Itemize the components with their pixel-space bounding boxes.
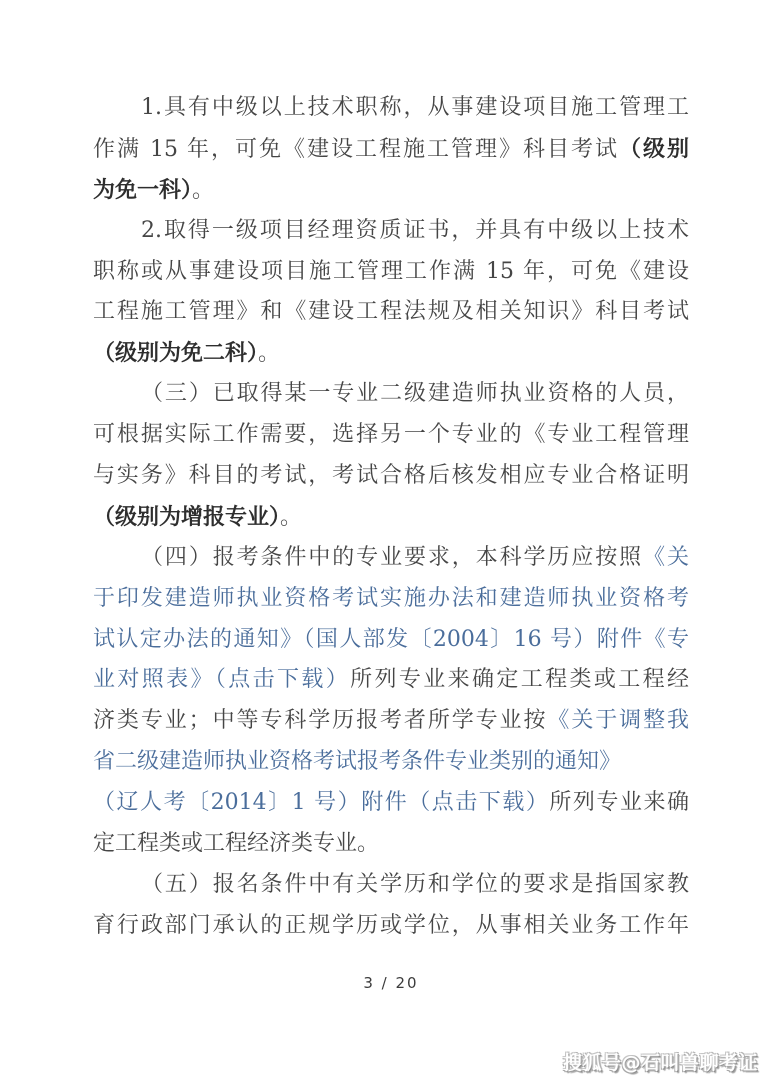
text-line	[93, 374, 689, 415]
text-line	[93, 579, 689, 620]
text-segment: （级别	[618, 135, 689, 162]
text-line	[93, 906, 689, 947]
text-line	[93, 538, 689, 579]
text-segment: 所列专业来确	[549, 790, 689, 816]
text-line	[93, 88, 689, 129]
text-line	[93, 129, 689, 170]
text-segment: （级别为增报专业）	[93, 503, 281, 530]
text-segment: （四）报考条件中的专业要求，本科学历应按照	[141, 544, 644, 570]
link-text[interactable]: 《关于调整我	[547, 708, 689, 734]
text-line	[93, 333, 689, 374]
text-line	[93, 211, 689, 252]
link-text[interactable]: 省二级建造师执业资格考试报考条件专业类别的通知》	[93, 749, 622, 775]
text-line	[93, 170, 689, 211]
text-segment: 作满 15 年，可免《建设工程施工管理》科目考试	[93, 136, 619, 162]
text-segment: （三）已取得某一专业二级建造师执业资格的人员，	[141, 381, 689, 407]
text-line	[93, 292, 689, 333]
text-segment: 可根据实际工作需要，选择另一个专业的《专业工程管理	[93, 422, 689, 448]
text-line	[93, 783, 689, 824]
text-line	[93, 415, 689, 456]
text-line	[93, 497, 689, 538]
text-line	[93, 660, 689, 701]
text-segment: 与实务》科目的考试，考试合格后核发相应专业合格证明	[93, 463, 689, 489]
text-line	[93, 865, 689, 906]
text-segment: 。	[192, 177, 215, 203]
text-segment: 为免一科）	[93, 176, 193, 203]
text-line	[93, 701, 689, 742]
text-segment: 定工程类或工程经济类专业。	[93, 831, 380, 857]
link-text[interactable]: 于印发建造师执业资格考试实施办法和建造师执业资格考	[93, 585, 689, 611]
text-segment: 。	[280, 504, 303, 530]
text-line	[93, 824, 689, 865]
link-text[interactable]: 业对照表》（点击下载）	[93, 667, 351, 693]
text-line	[93, 252, 689, 293]
text-segment: 工程施工管理》和《建设工程法规及相关知识》科目考试	[93, 299, 689, 325]
text-line	[93, 742, 689, 783]
page-number-indicator: 3 / 20	[363, 974, 419, 992]
text-segment: 济类专业；中等专科学历报考者所学专业按	[93, 708, 548, 734]
text-segment: 所列专业来确定工程类或工程经	[350, 667, 689, 693]
text-line	[93, 620, 689, 661]
sohu-watermark: 搜狐号@石叫兽聊考证	[562, 1052, 758, 1074]
text-segment: （级别为免二科）	[93, 340, 259, 367]
text-segment: 育行政部门承认的正规学历或学位，从事相关业务工作年	[93, 912, 689, 938]
text-segment: 职称或从事建设项目施工管理工作满 15 年，可免《建设	[93, 258, 689, 284]
text-segment: 1.具有中级以上技术职称，从事建设项目施工管理工	[141, 95, 689, 120]
link-text[interactable]: 试认定办法的通知》（国人部发〔2004〕16 号）附件《专	[93, 626, 689, 652]
link-text[interactable]: （辽人考〔2014〕1 号）附件（点击下载）	[93, 790, 550, 816]
link-text[interactable]: 《关	[643, 544, 689, 570]
text-segment: 2.取得一级项目经理资质证书，并具有中级以上技术	[141, 217, 689, 243]
document-lines	[93, 88, 689, 947]
text-line	[93, 456, 689, 497]
text-segment: 。	[258, 341, 281, 367]
text-segment: （五）报名条件中有关学历和学位的要求是指国家教	[141, 871, 689, 897]
